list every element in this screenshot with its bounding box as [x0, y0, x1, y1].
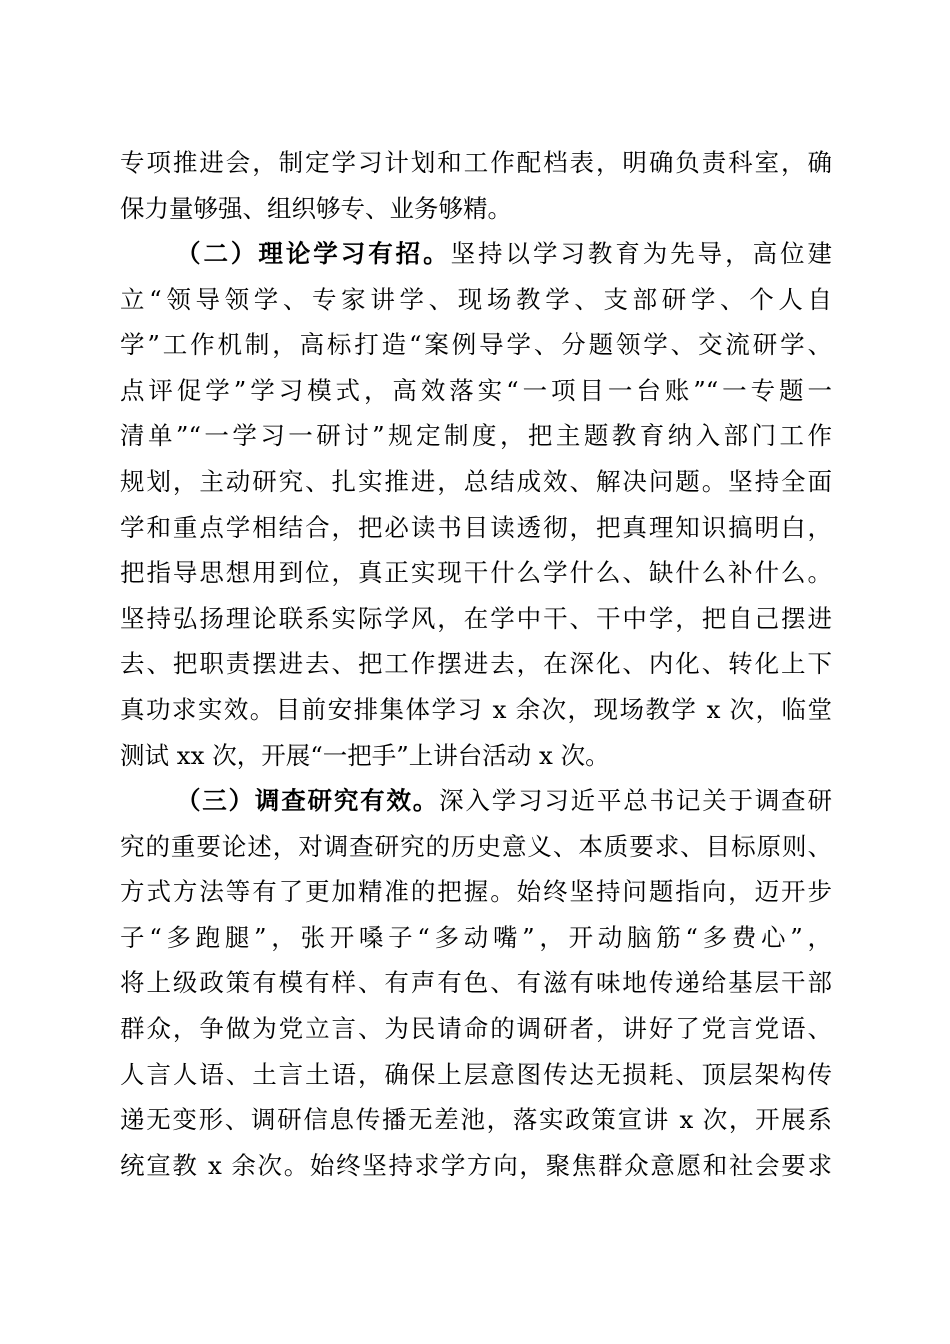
paragraph-1: [120, 140, 832, 231]
paragraph-line: 方式方法等有了更加精准的把握。始终坚持问题指向，迈开步: [120, 877, 832, 907]
paragraph-line: 递无变形、调研信息传播无差池，落实政策宣讲 x 次，开展系: [120, 1105, 832, 1135]
paragraph-2: [120, 231, 832, 778]
paragraph-first-line: [120, 778, 832, 824]
paragraph-line: 立“领导领学、专家讲学、现场教学、支部研学、个人自: [120, 284, 832, 314]
paragraph-first-line: [120, 231, 832, 277]
paragraph-line: 专项推进会，制定学习计划和工作配档表，明确负责科室，确: [120, 148, 832, 177]
paragraph-line: 真功求实效。目前安排集体学习 x 余次，现场教学 x 次，临堂: [120, 694, 832, 724]
paragraph-3: [120, 778, 832, 1188]
paragraph-line: 坚持弘扬理论联系实际学风，在学中干、干中学，把自己摆进: [120, 603, 832, 633]
paragraph-line: 保力量够强、组织够专、业务够精。: [120, 193, 512, 223]
paragraph-line: 统宣教 x 余次。始终坚持求学方向，聚焦群众意愿和社会要求: [120, 1150, 832, 1180]
paragraph-line: 群众，争做为党立言、为民请命的调研者，讲好了党言党语、: [120, 1013, 832, 1043]
paragraph-line: 点评促学”学习模式，高效落实“一项目一台账”“一专题一: [120, 375, 832, 405]
paragraph-line: 学”工作机制，高标打造“案例导学、分题领学、交流研学、: [120, 330, 832, 360]
paragraph-text: 深入学习习近平总书记关于调查研: [439, 786, 832, 815]
paragraph-line: 测试 xx 次，开展“一把手”上讲台活动 x 次。: [120, 740, 610, 770]
paragraph-line: 将上级政策有模有样、有声有色、有滋有味地传递给基层干部: [120, 968, 832, 998]
paragraph-line: 规划，主动研究、扎实推进，总结成效、解决问题。坚持全面: [120, 466, 832, 496]
paragraph-line: 学和重点学相结合，把必读书目读透彻，把真理知识搞明白，: [120, 512, 832, 542]
paragraph-line: 清单”“一学习一研讨”规定制度，把主题教育纳入部门工作: [120, 421, 832, 451]
paragraph-line: 去、把职责摆进去、把工作摆进去，在深化、内化、转化上下: [120, 649, 832, 679]
paragraph-line: 把指导思想用到位，真正实现干什么学什么、缺什么补什么。: [120, 558, 832, 588]
paragraph-line: 究的重要论述，对调查研究的历史意义、本质要求、目标原则、: [120, 831, 832, 861]
section-heading: （二）理论学习有招。: [176, 239, 451, 268]
paragraph-text: 坚持以学习教育为先导，高位建: [450, 239, 832, 268]
paragraph-line: 人言人语、土言土语，确保上层意图传达无损耗、顶层架构传: [120, 1059, 832, 1089]
section-heading: （三）调查研究有效。: [176, 786, 440, 815]
paragraph-line: 子“多跑腿”，张开嗓子“多动嘴”，开动脑筋“多费心”，: [120, 922, 832, 952]
